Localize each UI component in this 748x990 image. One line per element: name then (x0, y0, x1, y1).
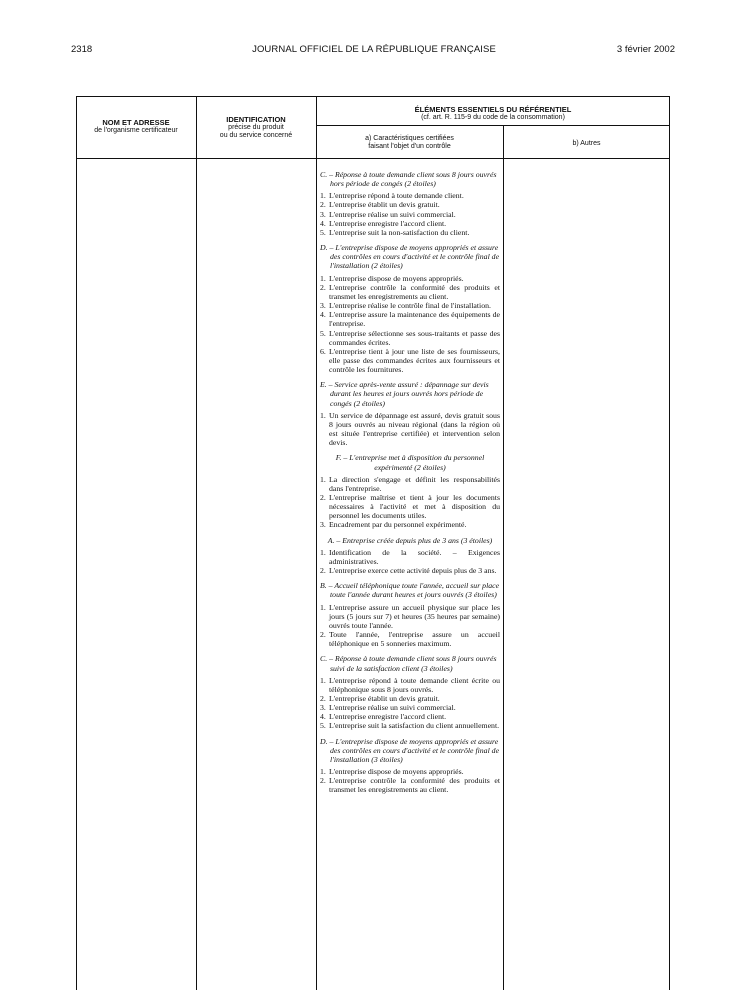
subheader-divider (316, 125, 670, 126)
col-elements-header (316, 106, 670, 122)
criteria-item (320, 767, 500, 776)
section-title: D. – L'entreprise dispose de moyens appropriés et assure des contrôles en cours d'activité et le contrôle final de l'installation (2 étoiles) (320, 243, 500, 271)
column-divider-2 (316, 96, 317, 990)
item-number: 2. (320, 776, 326, 786)
item-number: 3. (320, 520, 326, 530)
section-title: C. – Réponse à toute demande client sous 8 jours ouvrés suivi de la satisfaction client (3 étoiles) (320, 654, 497, 673)
section-title: F. – L'entreprise met à disposition du personnel expérimenté (2 étoiles) (335, 453, 485, 472)
criteria-content (320, 170, 500, 801)
header-bottom-border (76, 158, 670, 159)
item-text: L'entreprise réalise un suivi commercial. (329, 703, 456, 713)
item-number: 2. (320, 693, 326, 703)
item-number: 2. (320, 493, 326, 502)
publication-date: 3 février 2002 (616, 44, 675, 55)
item-number: 4. (320, 310, 326, 320)
item-number: 2. (320, 200, 326, 210)
item-text: L'entreprise réalise un suivi commercial. (329, 209, 456, 219)
col-identification-title: IDENTIFICATION (226, 115, 286, 124)
section-title: A. – Entreprise créée depuis plus de 3 ans (3 étoiles) (327, 535, 493, 545)
criteria-item (320, 493, 500, 520)
item-number: 6. (320, 346, 326, 356)
criteria-list (320, 676, 500, 731)
item-text: L'entreprise exerce cette activité depuis plus de 3 ans. (329, 566, 497, 576)
criteria-item (320, 566, 500, 575)
item-text: L'entreprise enregistre l'accord client. (329, 712, 447, 722)
criteria-item (320, 347, 500, 374)
item-number: 1. (320, 767, 326, 777)
item-number: 5. (320, 328, 326, 338)
page-header (0, 44, 748, 58)
column-divider-1 (196, 96, 197, 990)
criteria-item (320, 776, 500, 794)
criteria-item (320, 630, 500, 648)
criteria-item (320, 603, 500, 630)
col-elements-subtitle: (cf. art. R. 115-9 du code de la consommation) (421, 114, 565, 121)
item-number: 3. (320, 209, 326, 219)
item-number: 2. (320, 282, 326, 292)
criteria-list (320, 274, 500, 375)
item-text: L'entreprise établit un devis gratuit. (329, 200, 440, 210)
item-text: Un service de dépannage est assuré, devis gratuit sous 8 jours ouvrés au niveau régional (dans la région où est située l'entreprise certifiée) et intervention selon devis. (329, 410, 500, 448)
criteria-item (320, 721, 500, 730)
criteria-list (320, 548, 500, 575)
item-text: La direction s'engage et définit les responsabilités dans l'entreprise. (329, 474, 500, 493)
section-title: D. – L'entreprise dispose de moyens appropriés et assure des contrôles en cours d'activité et le contrôle final de l'installation (3 étoiles) (320, 736, 500, 764)
criteria-item (320, 520, 500, 529)
left-border (76, 96, 77, 990)
item-text: L'entreprise assure un accueil physique sur place les jours (5 jours sur 7) et heures (35 heures par semaine) ouvrés toute l'année. (329, 602, 500, 630)
section-title: E. – Service après-vente assuré : dépannage sur devis durant les heures et jours ouvrés hors période de congés (2 étoiles) (320, 380, 489, 408)
criteria-item (320, 712, 500, 721)
criteria-item (320, 703, 500, 712)
item-number: 1. (320, 273, 326, 283)
item-number: 3. (320, 301, 326, 311)
section-title: B. – Accueil téléphonique toute l'année, accueil sur place toute l'année durant heures et jours ouvrés (3 étoiles) (320, 581, 500, 600)
table-top-border (76, 96, 670, 97)
item-text: L'entreprise tient à jour une liste de ses fournisseurs, elle passe des commandes écrites aux fournisseurs et contrôle les fournitures. (329, 346, 500, 375)
item-text: Toute l'année, l'entreprise assure un accueil téléphonique en 5 sonneries maximum. (329, 630, 500, 649)
criteria-item (320, 548, 500, 566)
item-text: L'entreprise répond à toute demande client. (329, 191, 464, 201)
item-text: L'entreprise dispose de moyens appropriés. (329, 767, 464, 777)
item-text: L'entreprise répond à toute demande client écrite ou téléphonique sous 8 jours ouvrés. (329, 675, 500, 694)
item-text: L'entreprise enregistre l'accord client. (329, 218, 447, 228)
section-title: C. – Réponse à toute demande client sous 8 jours ouvrés hors période de congés (2 étoiles) (320, 170, 497, 189)
col-identification-subtitle-1: précise du produit (228, 124, 284, 131)
page-number: 2318 (71, 44, 93, 55)
item-text: L'entreprise suit la satisfaction du client annuellement. (329, 721, 500, 731)
item-number: 3. (320, 703, 326, 713)
criteria-item (320, 219, 500, 228)
item-text: Encadrement par du personnel expérimenté. (329, 520, 467, 530)
criteria-item (320, 475, 500, 493)
item-text: L'entreprise contrôle la conformité des produits et transmet les enregistrements au client. (329, 776, 500, 795)
criteria-item (320, 283, 500, 301)
item-text: L'entreprise réalise le contrôle final de l'installation. (329, 301, 491, 311)
col-organisme-header (76, 119, 196, 135)
journal-title: JOURNAL OFFICIEL DE LA RÉPUBLIQUE FRANÇAISE (252, 44, 496, 55)
item-number: 5. (320, 227, 326, 237)
criteria-list (320, 767, 500, 794)
col-organisme-title: NOM ET ADRESSE (102, 118, 170, 127)
criteria-item (320, 210, 500, 219)
criteria-item (320, 676, 500, 694)
criteria-item (320, 200, 500, 209)
criteria-item (320, 329, 500, 347)
criteria-item (320, 301, 500, 310)
criteria-item (320, 191, 500, 200)
col-organisme-subtitle: de l'organisme certificateur (94, 127, 178, 134)
criteria-list (320, 191, 500, 237)
col-autres-label: b) Autres (572, 140, 601, 147)
criteria-list (320, 603, 500, 649)
criteria-item (320, 274, 500, 283)
item-number: 1. (320, 191, 326, 201)
item-text: L'entreprise sélectionne ses sous-traitants et passe des commandes écrites. (329, 328, 500, 347)
right-border (669, 96, 670, 990)
col-identification-subtitle-2: ou du service concerné (219, 132, 293, 139)
criteria-item (320, 228, 500, 237)
item-text: L'entreprise dispose de moyens appropriés. (329, 273, 464, 283)
col-elements-title: ÉLÉMENTS ESSENTIELS DU RÉFÉRENTIEL (414, 105, 572, 114)
item-text: Identification de la société. – Exigences administratives. (329, 547, 500, 566)
item-text: L'entreprise suit la non-satisfaction du client. (329, 227, 470, 237)
item-number: 1. (320, 474, 326, 484)
col-caracteristiques-header (316, 135, 503, 151)
item-number: 1. (320, 602, 326, 612)
item-text: L'entreprise assure la maintenance des équipements de l'entreprise. (329, 310, 500, 329)
item-text: L'entreprise établit un devis gratuit. (329, 693, 440, 703)
criteria-item (320, 694, 500, 703)
item-number: 4. (320, 218, 326, 228)
item-text: L'entreprise maîtrise et tient à jour les documents nécessaires à l'activité et met à disposition du personnel les documents utiles. (329, 493, 500, 521)
criteria-item (320, 411, 500, 448)
criteria-list (320, 411, 500, 448)
item-number: 2. (320, 566, 326, 576)
col-caracteristiques-line1: a) Caractéristiques certifiées (365, 135, 454, 142)
item-number: 4. (320, 712, 326, 722)
col-caracteristiques-line2: faisant l'objet d'un contrôle (368, 143, 451, 150)
col-autres-header (503, 140, 670, 148)
col-identification-header (196, 116, 316, 140)
item-number: 1. (320, 410, 326, 420)
item-number: 5. (320, 721, 326, 731)
criteria-item (320, 310, 500, 328)
criteria-list (320, 475, 500, 530)
item-text: L'entreprise contrôle la conformité des produits et transmet les enregistrements au client. (329, 282, 500, 301)
column-divider-3 (503, 125, 504, 990)
item-number: 2. (320, 630, 326, 640)
item-number: 1. (320, 675, 326, 685)
item-number: 1. (320, 547, 326, 557)
